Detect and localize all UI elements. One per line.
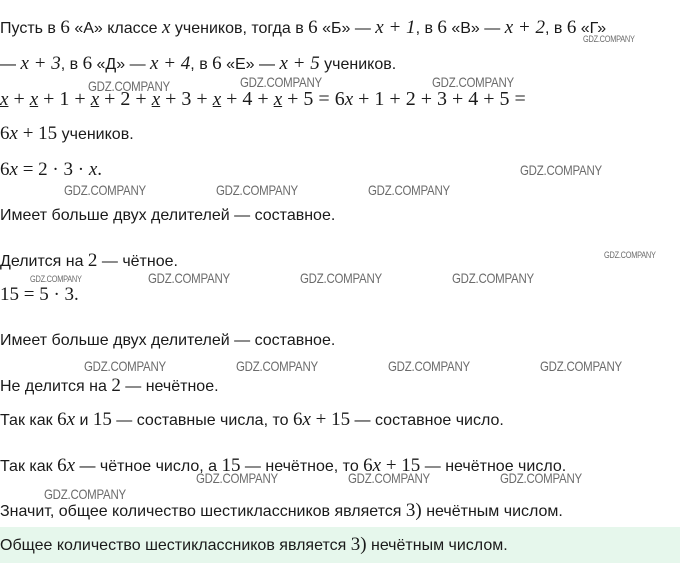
odd-note: Не делится на 2 — нечётное. <box>0 375 219 396</box>
final-conclusion: Значит, общее количество шестиклассников является 3) нечётным числом. <box>0 500 563 521</box>
watermark: GDZ.COMPANY <box>388 358 470 374</box>
watermark: GDZ.COMPANY <box>540 358 622 374</box>
factorization-6x: 6x = 2 · 3 · x. <box>0 159 102 180</box>
answer-text: Общее количество шестиклассников является 3) нечётным числом. <box>0 534 508 555</box>
answer-box <box>0 527 680 563</box>
watermark: GDZ.COMPANY <box>30 274 82 284</box>
even-note: Делится на 2 — чётное. <box>0 250 178 271</box>
watermark: GDZ.COMPANY <box>348 470 430 486</box>
composite-conclusion: Так как 6x и 15 — составные числа, то 6x + 15 — составное число. <box>0 409 504 430</box>
watermark: GDZ.COMPANY <box>236 358 318 374</box>
watermark: GDZ.COMPANY <box>604 250 656 260</box>
sum-equation: x + x + 1 + x + 2 + x + 3 + x + 4 + x + 5 = 6x + 1 + 2 + 3 + 4 + 5 = <box>0 88 526 110</box>
parity-conclusion: Так как 6x — чётное число, а 15 — нечётное, то 6x + 15 — нечётное число. <box>0 455 567 476</box>
problem-text-line-2: — x + 3, в 6 «Д» — x + 4, в 6 «Е» — x + 5 учеников. <box>0 53 397 74</box>
composite-note-2: Имеет больше двух делителей — составное. <box>0 332 336 349</box>
watermark: GDZ.COMPANY <box>64 182 146 198</box>
watermark: GDZ.COMPANY <box>148 270 230 286</box>
watermark: GDZ.COMPANY <box>216 182 298 198</box>
watermark: GDZ.COMPANY <box>300 270 382 286</box>
watermark: GDZ.COMPANY <box>88 78 170 94</box>
watermark: GDZ.COMPANY <box>520 162 602 178</box>
composite-note-1: Имеет больше двух делителей — составное. <box>0 207 336 224</box>
watermark: GDZ.COMPANY <box>500 470 582 486</box>
watermark: GDZ.COMPANY <box>432 74 514 90</box>
factorization-15: 15 = 5 · 3. <box>0 284 79 305</box>
watermark: GDZ.COMPANY <box>452 270 534 286</box>
watermark: GDZ.COMPANY <box>368 182 450 198</box>
watermark: GDZ.COMPANY <box>84 358 166 374</box>
watermark: GDZ.COMPANY <box>583 34 635 44</box>
problem-text-line-1: Пусть в 6 «А» классе x учеников, тогда в 6 «Б» — x + 1, в 6 «В» — x + 2, в 6 «Г» <box>0 17 607 38</box>
watermark: GDZ.COMPANY <box>196 470 278 486</box>
watermark: GDZ.COMPANY <box>240 74 322 90</box>
sum-result: 6x + 15 учеников. <box>0 123 134 144</box>
watermark: GDZ.COMPANY <box>44 486 126 502</box>
